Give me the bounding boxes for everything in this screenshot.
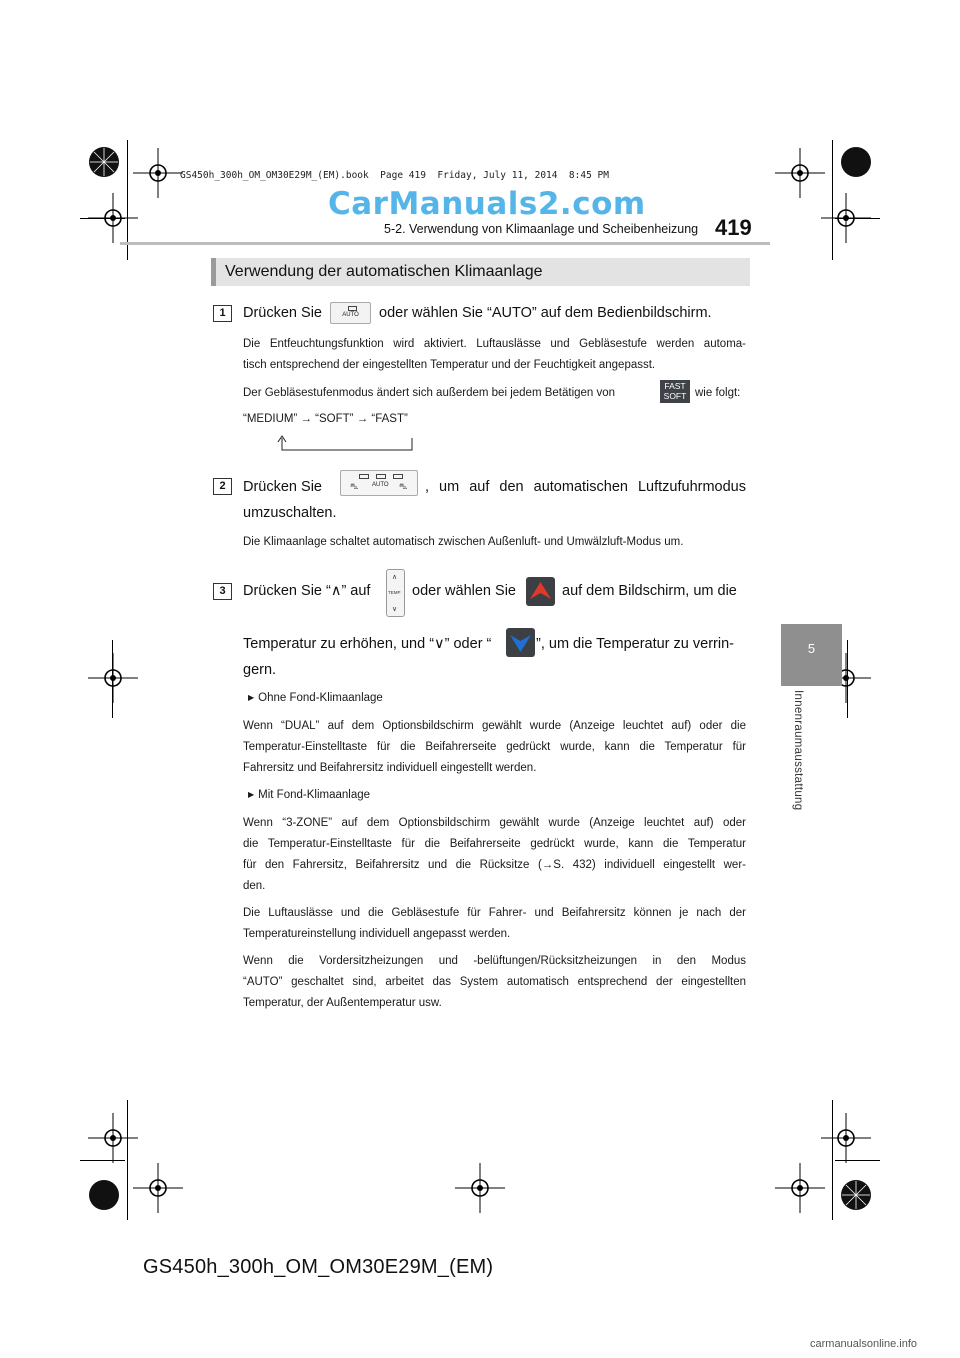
temp-down-screen-icon bbox=[506, 628, 535, 657]
note-line: wie folgt: bbox=[695, 387, 741, 399]
registration-mark bbox=[100, 1125, 126, 1151]
body-line: Temperatureinstellung individuell angepasst werden. bbox=[243, 928, 511, 940]
air-intake-auto-button-icon: ⛍ AUTO ⛍ bbox=[340, 470, 418, 496]
crop-line bbox=[80, 218, 125, 219]
registration-mark bbox=[787, 160, 813, 186]
step-number: 1 bbox=[213, 305, 232, 322]
note-line: Der Gebläsestufenmodus ändert sich außerdem bei jedem Betätigen von bbox=[243, 387, 616, 399]
body-line: die Temperatur-Einstelltaste für die Beifahrerseite gedrückt wurde, kann die Temperatur bbox=[243, 838, 746, 850]
crop-line bbox=[847, 640, 848, 718]
section-title: 5-2. Verwendung von Klimaanlage und Scheibenheizung bbox=[384, 222, 699, 236]
body-line: Fahrersitz und Beifahrersitz individuell eingestellt werden. bbox=[243, 762, 537, 774]
step-text: oder wählen Sie “AUTO” auf dem Bedienbildschirm. bbox=[379, 305, 712, 321]
crop-line bbox=[835, 218, 880, 219]
subsection-title: ▶ Ohne Fond-Klimaanlage bbox=[248, 692, 383, 704]
body-line: Wenn die Vordersitzheizungen und -belüftungen/Rücksitzheizungen in den Modus bbox=[243, 955, 746, 967]
registration-mark bbox=[787, 1175, 813, 1201]
body-line: “AUTO” geschaltet sind, arbeitet das System automatisch entsprechend der eingestellten bbox=[243, 976, 746, 988]
body-line: Temperatur-Einstelltaste für die Beifahrerseite gedrückt wurde, kann die Temperatur für bbox=[243, 741, 746, 753]
crop-line bbox=[832, 140, 833, 260]
body-line: Die Luftauslässe und die Gebläsestufe für Fahrer- und Beifahrersitz können je nach der bbox=[243, 907, 746, 919]
mode-sequence: “MEDIUM” → “SOFT” → “FAST” bbox=[243, 413, 408, 425]
crop-line bbox=[127, 1100, 128, 1220]
registration-mark bbox=[145, 1175, 171, 1201]
note-line: Die Entfeuchtungsfunktion wird aktiviert. Luftauslässe und Gebläsestufe werden automa- bbox=[243, 338, 746, 350]
chapter-side-title: Innenraumausstattung bbox=[792, 690, 804, 811]
crop-line bbox=[112, 640, 113, 718]
step-text: Drücken Sie bbox=[243, 305, 322, 321]
crop-line bbox=[80, 1160, 125, 1161]
step-text: auf dem Bildschirm, um die bbox=[562, 583, 737, 599]
watermark: CarManuals2.com bbox=[328, 186, 646, 222]
header-rule bbox=[120, 242, 770, 245]
body-line: Wenn “DUAL” auf dem Optionsbildschirm gewählt wurde (Anzeige leuchtet auf) oder die bbox=[243, 720, 746, 732]
step-text: oder wählen Sie bbox=[412, 583, 516, 599]
step-text: umzuschalten. bbox=[243, 505, 337, 521]
temp-button-icon: ∧ TEMP ∨ bbox=[386, 569, 405, 617]
section-heading: Verwendung der automatischen Klimaanlage bbox=[211, 258, 750, 286]
chapter-tab: 5 bbox=[781, 624, 842, 686]
crop-line bbox=[832, 1100, 833, 1220]
registration-mark bbox=[833, 1125, 859, 1151]
step-number: 2 bbox=[213, 478, 232, 495]
body-line: den. bbox=[243, 880, 266, 892]
body-line: für den Fahrersitz, Beifahrersitz und die Rücksitze (→S. 432) individuell eingestellt wer- bbox=[243, 859, 746, 871]
step-number: 3 bbox=[213, 583, 232, 600]
crop-line bbox=[835, 1160, 880, 1161]
step-text: Drücken Sie “∧” auf bbox=[243, 583, 371, 599]
registration-mark bbox=[467, 1175, 493, 1201]
step-text: gern. bbox=[243, 662, 277, 678]
footer-site[interactable]: carmanualsonline.info bbox=[810, 1338, 918, 1350]
step-text: ”, um die Temperatur zu verrin- bbox=[536, 636, 734, 652]
auto-button-icon: AUTO bbox=[330, 302, 371, 324]
radial-mark-top-right bbox=[841, 147, 871, 177]
body-line: Wenn “3-ZONE” auf dem Optionsbildschirm gewählt wurde (Anzeige leuchtet auf) oder bbox=[243, 817, 746, 829]
book-file-line: GS450h_300h_OM_OM30E29M_(EM).book Page 419 Friday, July 11, 2014 8:45 PM bbox=[180, 170, 609, 181]
temp-up-screen-icon bbox=[526, 577, 555, 606]
cycle-arrow bbox=[270, 434, 420, 456]
document-code: GS450h_300h_OM_OM30E29M_(EM) bbox=[143, 1256, 494, 1278]
step-text: , um auf den automatischen Luftzufuhrmodus bbox=[425, 479, 746, 495]
body-line: Temperatur, der Außentemperatur usw. bbox=[243, 997, 442, 1009]
note-line: tisch entsprechend der eingestellten Temperatur und der Feuchtigkeit angepasst. bbox=[243, 359, 656, 371]
step-text: Drücken Sie bbox=[243, 479, 322, 495]
note-line: Die Klimaanlage schaltet automatisch zwischen Außenluft- und Umwälzluft-Modus um. bbox=[243, 536, 684, 548]
radial-mark-top-left bbox=[89, 147, 119, 177]
registration-mark bbox=[100, 665, 126, 691]
step-text: Temperatur zu erhöhen, und “∨” oder “ bbox=[243, 636, 492, 652]
fast-soft-button-icon: FAST SOFT bbox=[660, 380, 690, 403]
radial-mark-bottom-left bbox=[89, 1180, 119, 1210]
radial-mark-bottom-right bbox=[841, 1180, 871, 1210]
page-number: 419 bbox=[715, 215, 752, 240]
subsection-title: ▶ Mit Fond-Klimaanlage bbox=[248, 789, 371, 801]
registration-mark bbox=[145, 160, 171, 186]
